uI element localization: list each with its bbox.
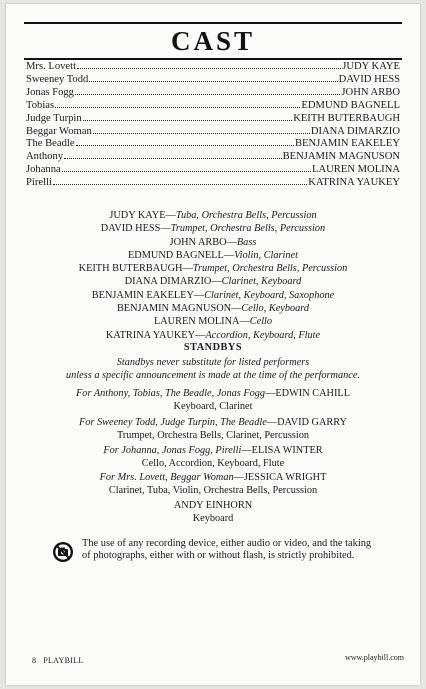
instrument-row: BENJAMIN MAGNUSON—Cello, Keyboard [116,303,310,315]
footer-url[interactable]: www.playbill.com [344,653,404,662]
instrument-row: JOHN ARBO—Bass [169,236,257,248]
cast-role: The Beadle [26,138,75,150]
standby-line: For Anthony, Tobias, The Beadle, Jonas Fogg—EDWIN CAHILL [76,388,350,399]
cast-actor: BENJAMIN EAKELEY [294,138,400,150]
publication-name: PLAYBILL [43,656,84,665]
standby-for: For Mrs. Lovett, Beggar Woman [99,472,234,483]
standby-line: For Mrs. Lovett, Beggar Woman—JESSICA WRIGHT [99,472,327,483]
standby-line [6,500,420,513]
standby-entry [6,388,420,413]
performer-instruments: Cello [249,316,273,328]
performer-instruments: Trumpet, Orchestra Bells, Percussion [192,263,348,275]
instrument-row: JUDY KAYE—Tuba, Orchestra Bells, Percussion [109,210,317,221]
page-title: CAST [170,26,256,56]
cast-role: Pirelli [26,177,52,189]
standby-instruments: Trumpet, Orchestra Bells, Clarinet, Percussion [116,429,310,441]
cast-role: Mrs. Lovett [26,61,77,72]
cast-row [26,176,400,189]
cast-row [26,60,400,73]
cast-actor: EDMUND BAGNELL [301,99,400,111]
performer-instruments: Trumpet, Orchestra Bells, Percussion [170,223,326,235]
dot-leader [75,86,340,95]
performer-instruments: Clarinet, Keyboard [221,276,302,288]
standby-line: For Johanna, Jonas Fogg, Pirelli—ELISA WINTER [103,445,323,456]
cast-list [26,60,400,189]
notice-line: The use of any recording device, either audio or video, and the taking [82,538,372,549]
cast-role: Judge Turpin [26,112,82,124]
cast-role: Anthony [26,151,64,163]
performer-instruments: Tuba, Orchestra Bells, Percussion [175,210,317,221]
performer-instruments: Bass [236,236,257,248]
instrument-row: EDMUND BAGNELL—Violin, Clarinet [128,249,298,261]
performer-name: JOHN ARBO [169,236,227,248]
performer-instruments: Cello, Keyboard [241,303,310,315]
standbys-heading: STANDBYS [183,342,243,353]
performer-name: EDMUND BAGNELL [128,249,224,261]
dot-leader [89,73,337,82]
instrument-row: KATRINA YAUKEY—Accordion, Keyboard, Flute [105,329,321,341]
dot-leader [93,125,310,134]
performer-name: KEITH BUTERBAUGH [78,263,183,275]
dot-leader [83,112,293,121]
standby-instruments: Cello, Accordion, Keyboard, Flute [141,457,285,469]
cast-row [26,163,400,176]
cast-role: Sweeney Todd [26,73,89,85]
cast-role: Beggar Woman [26,125,92,137]
instrument-row: KEITH BUTERBAUGH—Trumpet, Orchestra Bells, Percussion [78,263,348,275]
dot-leader [62,163,311,172]
standby-entry [6,445,420,470]
standby-instruments: Keyboard, Clarinet [173,400,253,412]
page-number: 8 [32,656,37,665]
dot-leader [64,150,282,159]
standby-name: JESSICA WRIGHT [243,472,327,483]
performer-name: KATRINA YAUKEY [105,329,196,341]
cast-role: Jonas Fogg [26,86,74,98]
dot-leader [77,60,341,69]
standby-for: For Johanna, Jonas Fogg, Pirelli [103,445,242,456]
standby-instruments: Keyboard [192,512,234,524]
performer-instruments: Clarinet, Keyboard, Saxophone [204,289,335,301]
standby-for: For Sweeney Todd, Judge Turpin, The Beadle [78,417,267,428]
performer-name: BENJAMIN MAGNUSON [116,303,232,315]
performer-instruments: Violin, Clarinet [234,249,298,261]
standby-line: For Sweeney Todd, Judge Turpin, The Beadle—DAVID GARRY [78,417,347,428]
dot-leader [76,137,294,146]
standby-entry [6,500,420,525]
standby-for: For Anthony, Tobias, The Beadle, Jonas Fogg [76,388,266,399]
cast-row [26,125,400,138]
cast-actor: JUDY KAYE [342,61,400,72]
standby-name: ELISA WINTER [251,445,323,456]
standbys-note-line: Standbys never substitute for listed performers [116,357,310,368]
standby-name: EDWIN CAHILL [275,388,350,399]
standby-name: DAVID GARRY [277,417,347,428]
performer-name: BENJAMIN EAKELEY [91,289,194,301]
cast-row [26,99,400,112]
top-rule [24,22,402,24]
standby-instruments: Clarinet, Tuba, Violin, Orchestra Bells, Percussion [108,484,318,496]
instrument-row: DAVID HESS—Trumpet, Orchestra Bells, Percussion [100,223,326,235]
performer-name: DAVID HESS [100,223,161,235]
cast-row [26,112,400,125]
notice-line: of photographs, either with or without flash, is strictly prohibited. [82,550,355,562]
cast-row [26,137,400,150]
cast-role: Johanna [26,164,61,176]
standby-entry [6,417,420,442]
performer-name: DIANA DIMARZIO [124,276,212,288]
standby-entry [6,472,420,497]
performer-instruments: Accordion, Keyboard, Flute [205,329,321,341]
cast-actor: BENJAMIN MAGNUSON [282,151,400,163]
standby-name: ANDY EINHORN [173,500,253,511]
dot-leader [55,99,300,108]
performer-name: LAUREN MOLINA [153,316,240,328]
cast-actor: JOHN ARBO [341,86,400,98]
cast-row [26,150,400,163]
cast-actor: DIANA DIMARZIO [310,125,400,137]
standbys-note [6,356,420,382]
dot-leader [53,176,307,185]
instrument-row: LAUREN MOLINA—Cello [153,316,273,328]
standbys-note-line: unless a specific announcement is made at the time of the performance. [66,370,360,381]
instrument-row: BENJAMIN EAKELEY—Clarinet, Keyboard, Saxophone [91,289,335,301]
notice-text [82,538,371,563]
program-page [6,4,420,685]
instrument-row: DIANA DIMARZIO—Clarinet, Keyboard [124,276,302,288]
cast-actor: KEITH BUTERBAUGH [293,112,400,124]
cast-row [26,86,400,99]
cast-role: Tobias [26,99,55,111]
recording-notice [52,538,394,563]
instrument-list [6,209,420,342]
cast-actor: DAVID HESS [338,73,400,85]
no-camera-icon [52,541,74,563]
cast-actor: KATRINA YAUKEY [308,177,400,189]
footer-folio [32,656,84,665]
cast-row [26,73,400,86]
cast-actor: LAUREN MOLINA [312,164,400,176]
performer-name: JUDY KAYE [109,210,166,221]
